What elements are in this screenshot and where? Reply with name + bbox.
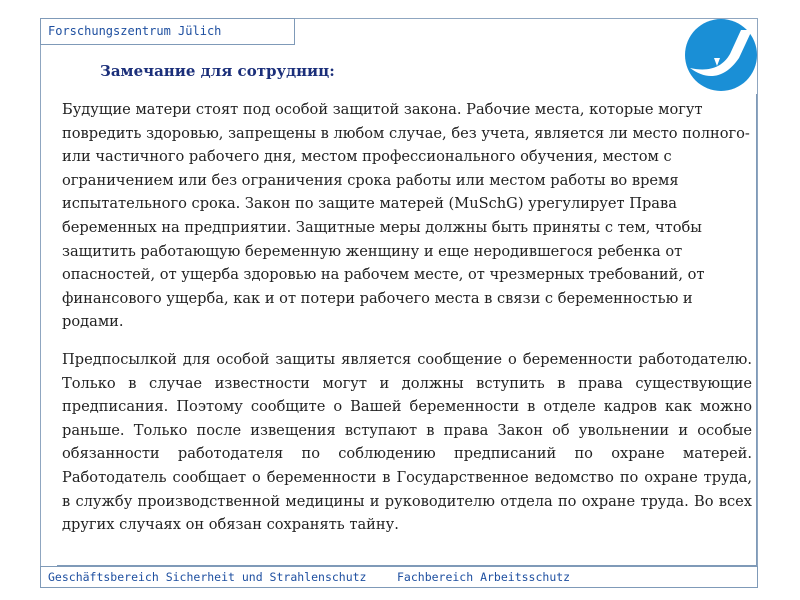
fz-juelich-logo-icon [684,18,758,92]
institution-name: Forschungszentrum Jülich [48,24,222,38]
footer-division: Geschäftsbereich Sicherheit und Strahlenschutz [48,570,367,584]
footer-bar [40,566,758,588]
page-title: Замечание для сотрудниц: [100,62,335,80]
footer-department: Fachbereich Arbeitsschutz [397,570,571,584]
paragraph-legal-protection: Будущие матери стоят под особой защитой закона. Рабочие места, которые могут повредить здоровью, запрещены в любом случае, без учета, является ли место полного- или частичного рабочего дня, местом профессионального обучения, местом с ограничением или без ограничения срока работы или местом работы во время испытательного срока. Закон по защите матерей (MuSchG) урегулирует Права беременных на предприятии. Защитные меры должны быть приняты с тем, чтобы защитить работающую беременную женщину и еще неродившегося ребенка от опасностей, от ущерба здоровью на рабочем месте, от чрезмерных требований, от финансового ущерба, как и от потери рабочего места в связи с беременностью и родами. [62,101,750,331]
header-box [40,18,295,45]
paragraph-notification: Предпосылкой для особой защиты является сообщение о беременности работодателю. Только в случае известности могут и должны вступить в права существующие предписания. Поэтому сообщите о Вашей беременности в отделе кадров как можно раньше. Только после извещения вступают в права Закон об увольнении и особые обязанности работодателя по соблюдению предписаний по охране матерей. Работодатель сообщает о беременности в Государственное ведомство по охране труда, в службу производственной медицины и руководителю отдела по охране труда. Во всех других случаях он обязан сохранять тайну. [62,351,752,534]
